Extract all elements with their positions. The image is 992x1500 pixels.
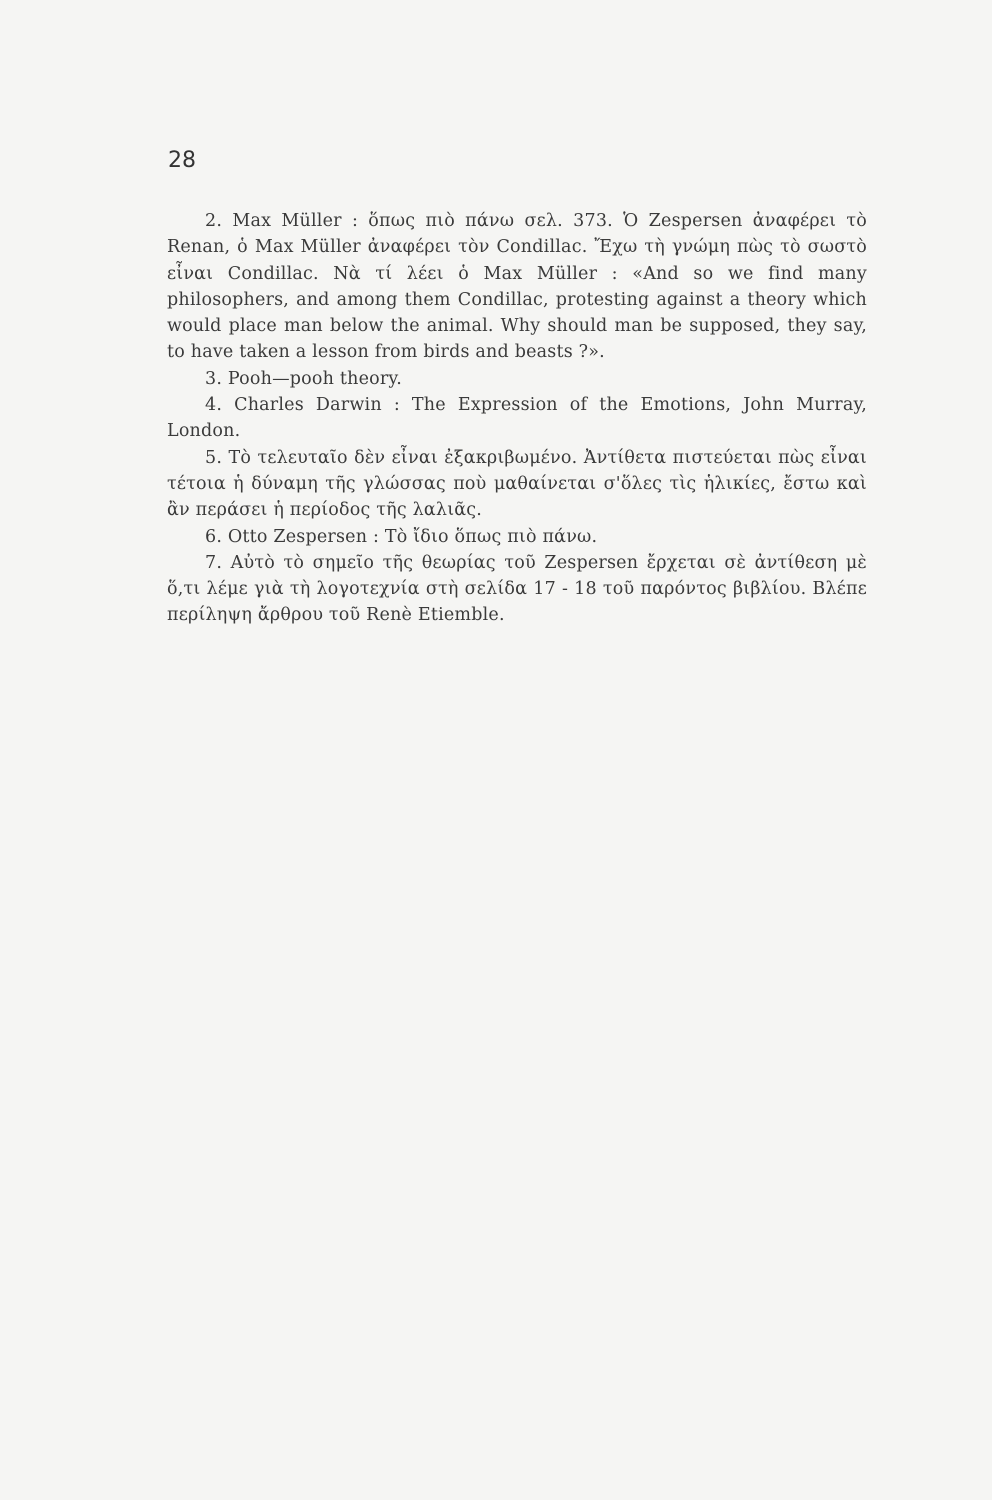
footnote-7: 7. Αὐτὸ τὸ σημεῖο τῆς θεωρίας τοῦ Zespersen ἔρχεται σὲ ἀντίθεση μὲ ὅ,τι λέμε γιὰ τὴ λογοτεχνία στὴ σελίδα 17 - 18 τοῦ παρόντος βιβλίου. Βλέπε περίληψη ἄρθρου τοῦ Renè Etiemble.	[167, 552, 867, 626]
footnote-5: 5. Τὸ τελευταῖο δὲν εἶναι ἐξακριβωμένο. Ἀντίθετα πιστεύεται πὼς εἶναι τέτοια ἡ δύναμη τῆς γλώσσας ποὺ μαθαίνεται σ'ὅλες τὶς ἡλικίες, ἔστω καὶ ἂν περάσει ἡ περίοδος τῆς λαλιᾶς.	[167, 447, 867, 521]
footnote-3: 3. Pooh—pooh theory.	[205, 368, 402, 389]
footnotes-section	[167, 208, 867, 629]
footnote-6: 6. Otto Zespersen : Τὸ ἴδιο ὅπως πιὸ πάνω.	[205, 526, 598, 547]
footnote-4: 4. Charles Darwin : The Expression of the Emotions, John Murray, London.	[167, 395, 867, 442]
page-number: 28	[168, 148, 196, 173]
footnote-2: 2. Max Müller : ὅπως πιὸ πάνω σελ. 373. Ὁ Zespersen ἀναφέρει τὸ Renan, ὁ Max Müller ἀναφέρει τὸν Condillac. Ἔχω τὴ γνώμη πὼς τὸ σωστὸ εἶναι Condillac. Νὰ τί λέει ὁ Max Müller : «And so we find many philosophers, and among them Condillac, protesting against a theory which would place man below the animal. Why should man be supposed, they say, to have taken a lesson from birds and beasts ?».	[167, 211, 867, 363]
